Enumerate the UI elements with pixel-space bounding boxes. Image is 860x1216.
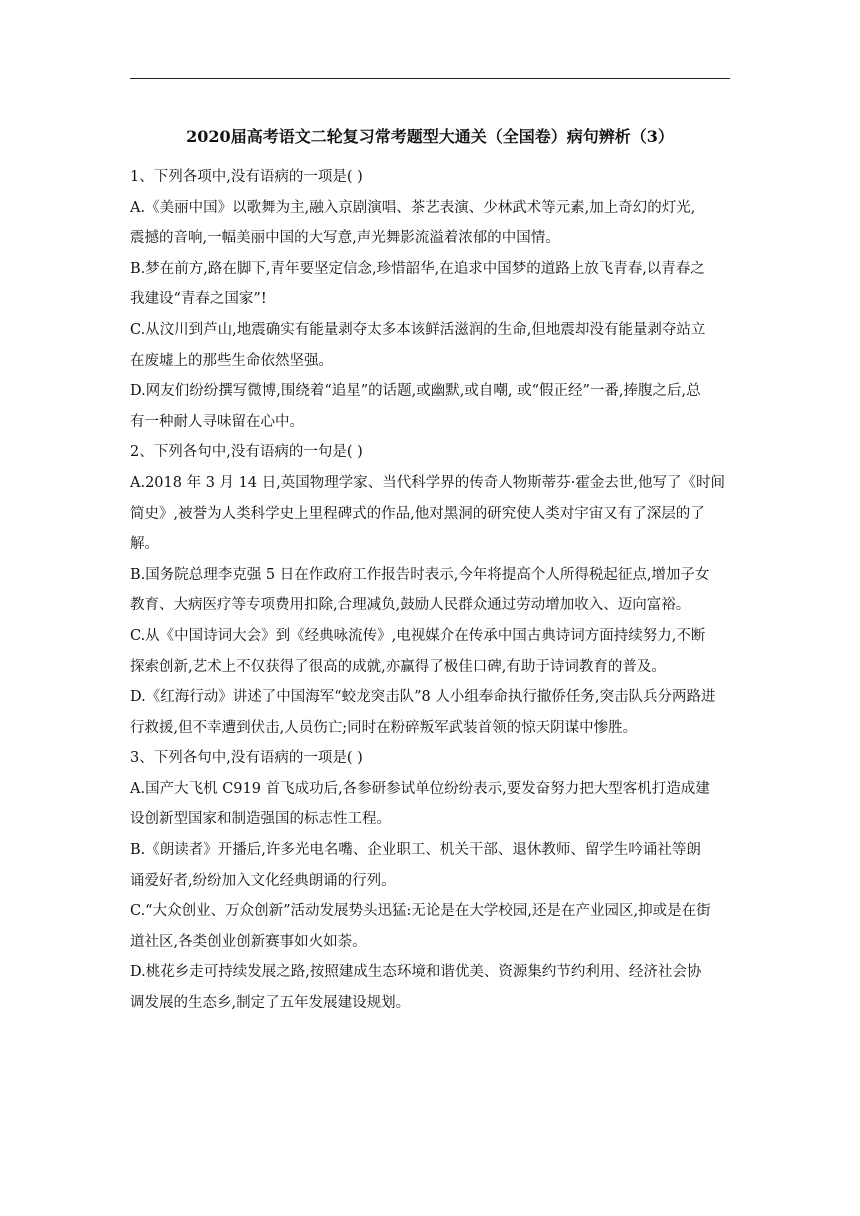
question-3-option-b: 诵爱好者,纷纷加入文化经典朗诵的行列。	[130, 872, 396, 889]
question-2-stem: 2、下列各句中,没有语病的一句是( )	[130, 444, 363, 461]
question-2-option-a: 解。	[130, 536, 159, 553]
question-1-option-c: C.从汶川到芦山,地震确实有能量剥夺太多本该鲜活滋润的生命,但地震却没有能量剥夺站立	[130, 321, 706, 338]
question-3-option-c: 道社区,各类创业创新赛事如火如荼。	[130, 933, 367, 950]
question-3-option-a: A.国产大飞机 C919 首飞成功后,各参研参试单位纷纷表示,要发奋努力把大型客机打造成建	[130, 780, 710, 797]
question-3-option-d: 调发展的生态乡,制定了五年发展建设规划。	[130, 995, 411, 1012]
question-3-stem: 3、下列各句中,没有语病的一项是( )	[130, 750, 363, 767]
document-title: 2020届高考语文二轮复习常考题型大通关（全国卷）病句辨析（3）	[186, 127, 674, 146]
question-1-option-b: B.梦在前方,路在脚下,青年要坚定信念,珍惜韶华,在追求中国梦的道路上放飞青春,以青春之	[130, 260, 705, 277]
question-2-option-c: 探索创新,艺术上不仅获得了很高的成就,亦赢得了极佳口碑,有助于诗词教育的普及。	[130, 658, 666, 675]
question-2-option-d: 行救援,但不幸遭到伏击,人员伤亡;同时在粉碎叛军武装首领的惊天阴谋中惨胜。	[130, 719, 638, 736]
question-3-option-a: 设创新型国家和制造强国的标志性工程。	[130, 811, 391, 828]
document-body	[130, 112, 730, 1019]
question-1-option-d: D.网友们纷纷撰写微博,围绕着“追星”的话题,或幽默,或自嘲, 或“假正经”一番,捧腹之后,总	[130, 383, 701, 400]
question-2-option-b: B.国务院总理李克强 5 日在作政府工作报告时表示,今年将提高个人所得税起征点,增加子女	[130, 566, 710, 583]
question-1-option-a: A.《美丽中国》以歌舞为主,融入京剧演唱、茶艺表演、少林武术等元素,加上奇幻的灯光,	[130, 199, 696, 216]
question-1-option-d: 有一种耐人寻味留在心中。	[130, 413, 304, 430]
question-2-option-d: D.《红海行动》讲述了中国海军“蛟龙突击队”8 人小组奉命执行撤侨任务,突击队兵分两路进	[130, 689, 716, 706]
question-2-option-a: A.2018 年 3 月 14 日,英国物理学家、当代科学界的传奇人物斯蒂芬·霍金去世,他写了《时间	[130, 474, 726, 491]
question-2-option-b: 教育、大病医疗等专项费用扣除,合理减负,鼓励人民群众通过劳动增加收入、迈向富裕。	[130, 597, 691, 614]
question-1-stem: 1、下列各项中,没有语病的一项是( )	[130, 169, 363, 185]
header-rule	[130, 78, 730, 79]
question-2-option-a: 简史》,被誉为人类科学史上里程碑式的作品,他对黑洞的研究使人类对宇宙又有了深层的了	[130, 505, 705, 522]
question-1-option-a: 震撼的音响,一幅美丽中国的大写意,声光舞影流溢着浓郁的中国情。	[130, 230, 560, 247]
question-list	[130, 162, 730, 1019]
question-3-option-c: C.“大众创业、万众创新”活动发展势头迅猛:无论是在大学校园,还是在产业园区,抑或是在街	[130, 903, 711, 920]
question-2-option-c: C.从《中国诗词大会》到《经典咏流传》,电视媒介在传承中国古典诗词方面持续努力,不断	[130, 627, 706, 644]
question-3-option-b: B.《朗读者》开播后,许多光电名嘴、企业职工、机关干部、退休教师、留学生吟诵社等朗	[130, 842, 701, 859]
question-1-option-b: 我建设“青春之国家”!	[130, 291, 267, 308]
question-3-option-d: D.桃花乡走可持续发展之路,按照建成生态环境和谐优美、资源集约节约利用、经济社会协	[130, 964, 702, 981]
question-1-option-c: 在废墟上的那些生命依然坚强。	[130, 352, 333, 369]
